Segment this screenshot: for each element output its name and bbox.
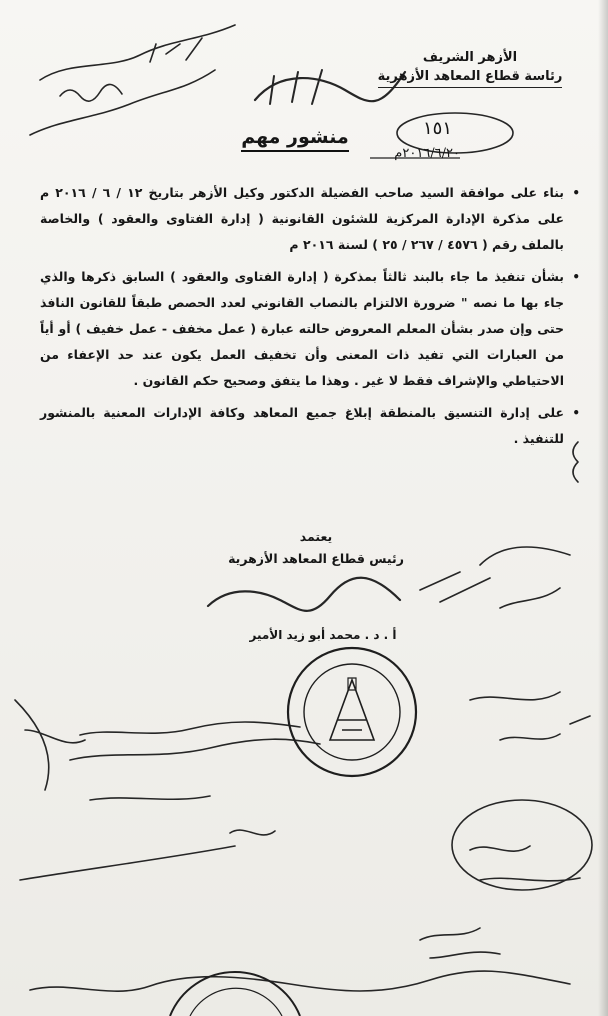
signatory-name: أ . د . محمد أبو زيد الأمير	[249, 628, 397, 642]
paragraph-text: بشأن تنفيذ ما جاء بالبند ثالثاً بمذكرة ( إدارة الفتاوى والعقود ) السابق ذكرها والذي جاء بها ما نصه " ضرورة الالتزام بالنصاب القانوني لعدد الحصص طبقاً للقانون النافذ حتى وإن صدر بشأن المعلم المعروض حالته عبارة ( عمل مخفف - عمل خفيف ) أو أياً من العبارات التي تفيد ذات المعنى وأن تخفيف العمل يكون عند حد الإعفاء من الاحتياطي والإشراف فقط لا غير . وهذا ما يتفق وصحيح حكم القانون .	[40, 269, 564, 388]
bullet-icon: •	[572, 406, 580, 420]
document-title-text: منشور مهم	[241, 126, 349, 152]
paragraph-coordination	[40, 400, 580, 452]
bullet-icon: •	[572, 270, 580, 284]
letterhead-line-1: الأزهر الشريف	[422, 50, 518, 65]
document-title	[190, 126, 400, 148]
signatory-role: رئيس قطاع المعاهد الأزهرية	[228, 551, 404, 566]
document-body	[40, 180, 580, 458]
signature-block	[196, 526, 436, 570]
approval-word: يعتمد	[299, 529, 333, 544]
letterhead-line-2: رئاسة قطاع المعاهد الأزهرية	[378, 67, 563, 88]
paragraph-text: على إدارة التنسيق بالمنطقة إبلاغ جميع المعاهد وكافة الإدارات المعنية بالمنشور للتنفيذ .	[40, 405, 564, 446]
reference-number: ١٥١	[422, 118, 452, 139]
reference-date: ٢٠١٦/٦/٢٠م	[394, 146, 460, 161]
paragraph-text: بناء على موافقة السيد صاحب الفضيلة الدكتور وكيل الأزهر بتاريخ ١٢ / ٦ / ٢٠١٦ م على مذكرة الإدارة المركزية للشئون القانونية ( إدارة الفتاوى والعقود ) والخاصة بالملف رقم ( ٤٥٧٦ / ٢٦٧ / ٢٥ ) لسنة ٢٠١٦ م	[40, 185, 564, 252]
bullet-icon: •	[572, 186, 580, 200]
letterhead	[350, 48, 590, 88]
official-stamp	[288, 648, 416, 776]
paragraph-instruction	[40, 264, 580, 394]
paragraph-approval	[40, 180, 580, 258]
